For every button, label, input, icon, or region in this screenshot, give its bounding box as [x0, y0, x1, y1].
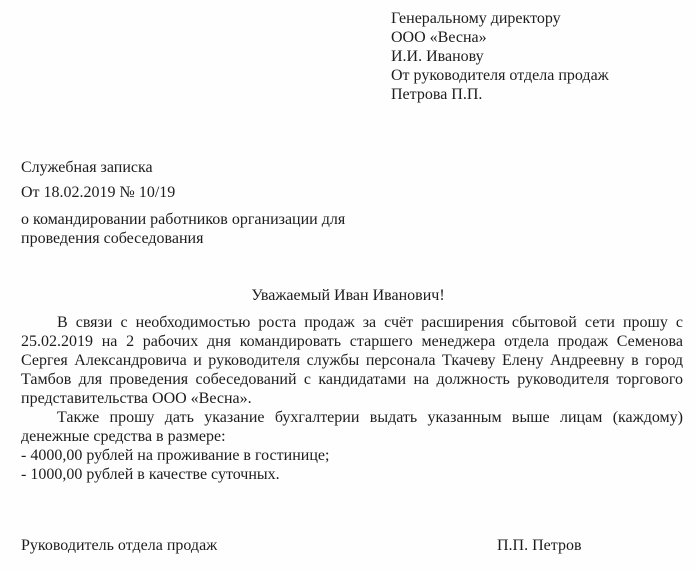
addressee-line: Петрова П.П. [391, 86, 483, 103]
body-paragraph-2: Также прошу дать указание бухгалтерии выдать указанным выше лицам (каждому) денежные средства в размере: [21, 409, 683, 445]
addressee-line: И.И. Иванову [391, 48, 484, 65]
signature-row [21, 536, 683, 555]
body-paragraph-1: В связи с необходимостью роста продаж за счёт расширения сбытовой сети прошу с 25.02.2019 на 2 рабочих дня командировать старшего менеджера отдела продаж Семенова Сергея Александровича и руководителя службы персонала Ткачеву Елену Андреевну в город Тамбов для проведения собеседований с кандидатами на должность руководителя торгового представительства ООО «Весна». [21, 314, 683, 407]
salutation: Уважаемый Иван Иванович! [251, 287, 445, 304]
addressee-line: От руководителя отдела продаж [391, 67, 609, 84]
memo-header-block [21, 158, 353, 248]
expense-item: - 1000,00 рублей в качестве суточных. [21, 466, 280, 483]
document-type-title: Служебная записка [21, 159, 153, 176]
signer-position: Руководитель отдела продаж [21, 537, 218, 554]
addressee-block [391, 9, 609, 104]
memo-body [21, 313, 683, 484]
addressee-line: Генеральному директору [391, 10, 561, 27]
document-subject: о командировании работников организации для проведения собеседования [21, 211, 346, 247]
document-date-number: От 18.02.2019 № 10/19 [21, 184, 176, 201]
signer-name: П.П. Петров [497, 537, 582, 554]
addressee-line: ООО «Весна» [391, 29, 487, 46]
expense-item: - 4000,00 рублей на проживание в гостинице; [21, 447, 330, 464]
